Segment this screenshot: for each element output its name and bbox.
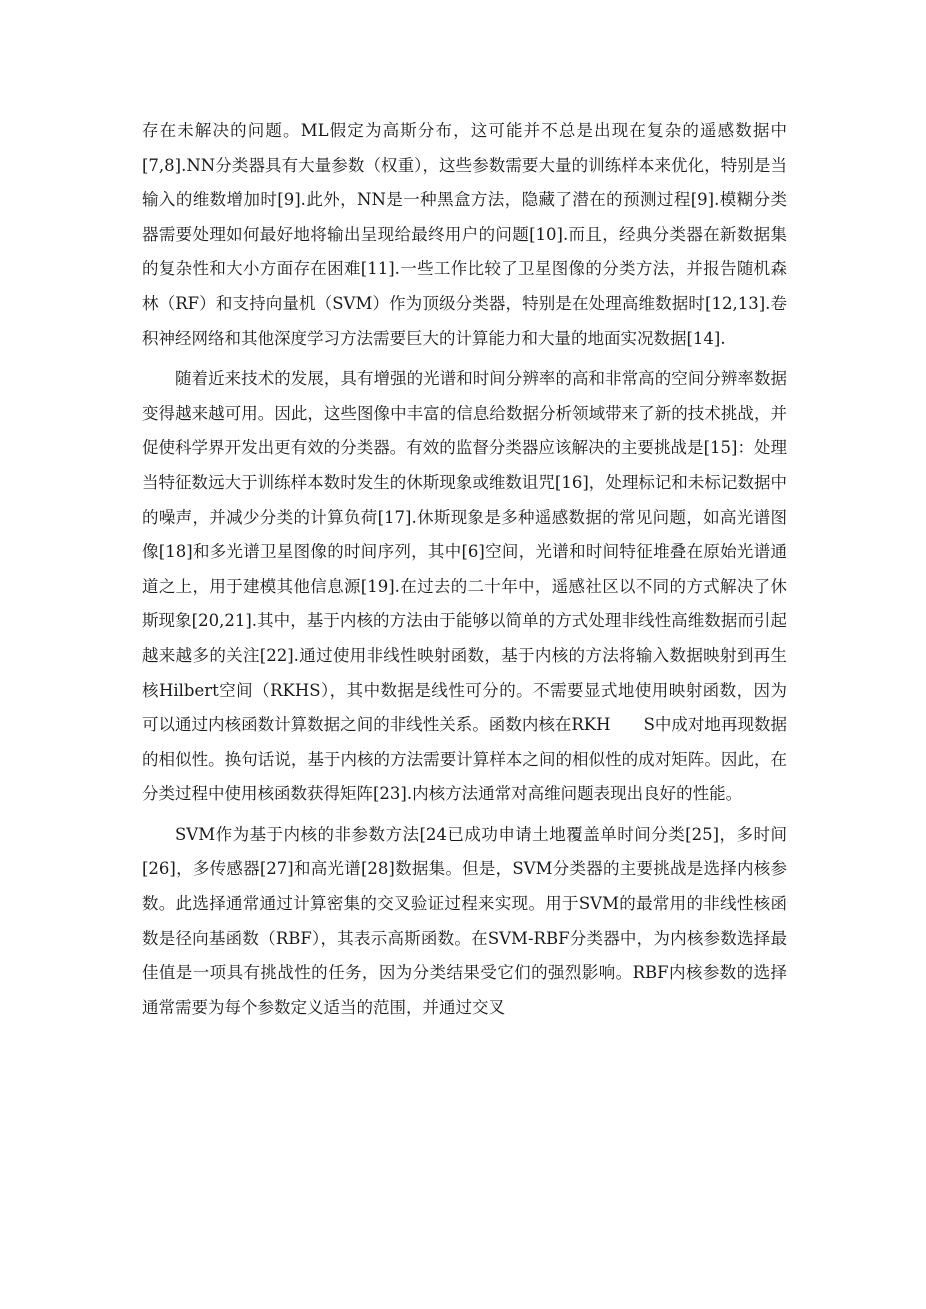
paragraph-3: SVM作为基于内核的非参数方法[24已成功申请土地覆盖单时间分类[25]，多时间[26]，多传感器[27]和高光谱[28]数据集。但是，SVM分类器的主要挑战是选择内核参数。此选择通常通过计算密集的交叉验证过程来实现。用于SVM的最常用的非线性核函数是径向基函数（RBF），其表示高斯函数。在SVM-RBF分类器中，为内核参数选择最佳值是一项具有挑战性的任务，因为分类结果受它们的强烈影响。RBF内核参数的选择通常需要为每个参数定义适当的范围，并通过交叉 <box>142 824 787 1017</box>
paragraph-1: 存在未解决的问题。ML假定为高斯分布，这可能并不总是出现在复杂的遥感数据中[7,8].NN分类器具有大量参数（权重），这些参数需要大量的训练样本来优化，特别是当输入的维数增加时[9].此外，NN是一种黑盒方法，隐藏了潜在的预测过程[9].模糊分类器需要处理如何最好地将输出呈现给最终用户的问题[10].而且，经典分类器在新数据集的复杂性和大小方面存在困难[11].一些工作比较了卫星图像的分类方法，并报告随机森林（RF）和支持向量机（SVM）作为顶级分类器，特别是在处理高维数据时[12,13].卷积神经网络和其他深度学习方法需要巨大的计算能力和大量的地面实况数据[14]. <box>142 121 787 348</box>
paragraph-2: 随着近来技术的发展，具有增强的光谱和时间分辨率的高和非常高的空间分辨率数据变得越来越可用。因此，这些图像中丰富的信息给数据分析领域带来了新的技术挑战，并促使科学界开发出更有效的分类器。有效的监督分类器应该解决的主要挑战是[15]：处理当特征数远大于训练样本数时发生的休斯现象或维数诅咒[16]，处理标记和未标记数据中的噪声，并减少分类的计算负荷[17].休斯现象是多种遥感数据的常见问题，如高光谱图像[18]和多光谱卫星图像的时间序列，其中[6]空间，光谱和时间特征堆叠在原始光谱通道之上，用于建模其他信息源[19].在过去的二十年中，遥感社区以不同的方式解决了休斯现象[20,21].其中，基于内核的方法由于能够以简单的方式处理非线性高维数据而引起越来越多的关注[22].通过使用非线性映射函数，基于内核的方法将输入数据映射到再生核Hilbert空间（RKHS），其中数据是线性可分的。不需要显式地使用映射函数，因为可以通过内核函数计算数据之间的非线性关系。函数内核在RKH S中成对地再现数据的相似性。换句话说，基于内核的方法需要计算样本之间的相似性的成对矩阵。因此，在分类过程中使用核函数获得矩阵[23].内核方法通常对高维问题表现出良好的性能。 <box>142 369 787 804</box>
body-text <box>142 114 787 1031</box>
